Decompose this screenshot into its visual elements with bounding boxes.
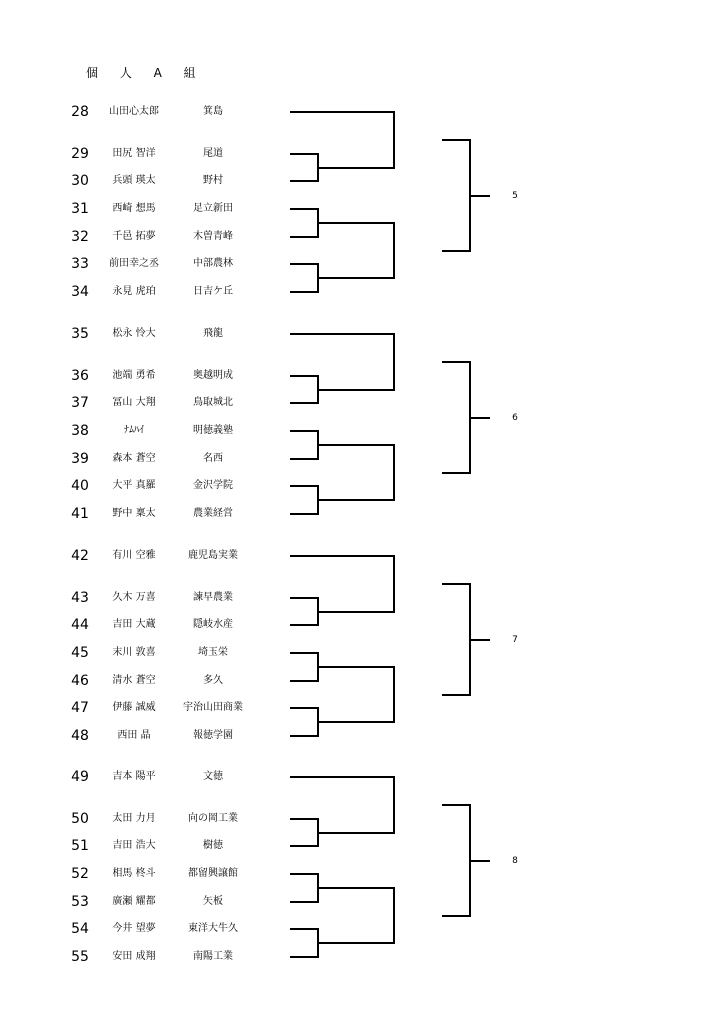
school-name: 南陽工業: [193, 951, 233, 962]
player-name: 吉本 陽平: [112, 771, 156, 782]
player-name: 久木 万喜: [112, 592, 156, 603]
player-name: 兵頭 瑛太: [112, 175, 156, 186]
player-name: 太田 力月: [112, 813, 156, 824]
player-name: 安田 成翔: [112, 951, 156, 962]
entry-number: 36: [71, 368, 89, 384]
entry-number: 38: [71, 423, 89, 439]
entry-number: 45: [71, 645, 89, 661]
player-name: 末川 敦喜: [112, 647, 156, 658]
entry-number: 31: [71, 201, 89, 217]
player-name: 冨山 大翔: [112, 397, 156, 408]
entry-number: 52: [71, 866, 89, 882]
entry-number: 33: [71, 256, 89, 272]
player-name: 相馬 柊斗: [112, 868, 156, 879]
entry-number: 43: [71, 590, 89, 606]
player-name: 廣瀬 耀都: [112, 896, 156, 907]
entry-number: 51: [71, 838, 89, 854]
player-name: 永見 虎珀: [112, 286, 156, 297]
school-name: 樹徳: [203, 840, 223, 851]
school-name: 文徳: [203, 771, 223, 782]
player-name: 大平 真羅: [112, 480, 156, 491]
entry-number: 37: [71, 395, 89, 411]
school-name: 名西: [203, 453, 223, 464]
group-number-label: 7: [512, 635, 518, 645]
entry-number: 35: [71, 326, 89, 342]
school-name: 諫早農業: [193, 592, 233, 603]
school-name: 多久: [203, 675, 223, 686]
entry-number: 47: [71, 700, 89, 716]
entry-number: 39: [71, 451, 89, 467]
school-name: 箕島: [203, 106, 223, 117]
school-name: 隠岐水産: [193, 619, 233, 630]
player-name: 千邑 拓夢: [112, 231, 156, 242]
school-name: 向の岡工業: [188, 813, 238, 824]
player-name: 西崎 想馬: [112, 203, 156, 214]
player-name: 山田心太郎: [109, 106, 159, 117]
entry-number: 32: [71, 229, 89, 245]
school-name: 足立新田: [193, 203, 233, 214]
player-name: ﾅﾑﾊｲ: [124, 425, 144, 436]
entry-number: 29: [71, 146, 89, 162]
school-name: 報徳学園: [193, 730, 233, 741]
player-name: 西田 晶: [117, 730, 151, 741]
school-name: 尾道: [203, 148, 223, 159]
entry-number: 48: [71, 728, 89, 744]
entry-number: 55: [71, 949, 89, 965]
player-name: 今井 望夢: [112, 923, 156, 934]
page-title: 個 人 A 組: [86, 66, 205, 80]
school-name: 金沢学院: [193, 480, 233, 491]
school-name: 農業経営: [193, 508, 233, 519]
entry-number: 28: [71, 104, 89, 120]
group-number-label: 8: [512, 856, 518, 866]
school-name: 日吉ケ丘: [193, 286, 233, 297]
player-name: 前田幸之丞: [109, 258, 159, 269]
player-name: 有川 空雅: [112, 550, 156, 561]
school-name: 飛龍: [203, 328, 223, 339]
school-name: 矢板: [203, 896, 223, 907]
player-name: 清水 蒼空: [112, 675, 156, 686]
school-name: 鹿児島実業: [188, 550, 238, 561]
entry-number: 40: [71, 478, 89, 494]
school-name: 宇治山田商業: [183, 702, 243, 713]
entry-number: 49: [71, 769, 89, 785]
player-name: 松永 怜大: [112, 328, 156, 339]
school-name: 鳥取城北: [193, 397, 233, 408]
school-name: 野村: [203, 175, 223, 186]
entry-number: 34: [71, 284, 89, 300]
entry-number: 50: [71, 811, 89, 827]
group-number-label: 6: [512, 413, 518, 423]
entry-number: 42: [71, 548, 89, 564]
entry-number: 44: [71, 617, 89, 633]
school-name: 明徳義塾: [193, 425, 233, 436]
school-name: 木曽青峰: [193, 231, 233, 242]
player-name: 野中 稟太: [112, 508, 156, 519]
school-name: 奥越明成: [193, 370, 233, 381]
player-name: 伊藤 誠威: [112, 702, 156, 713]
player-name: 池端 勇希: [112, 370, 156, 381]
player-name: 吉田 大蔵: [112, 619, 156, 630]
player-name: 吉田 浩大: [112, 840, 156, 851]
school-name: 中部農林: [193, 258, 233, 269]
player-name: 森本 蒼空: [112, 453, 156, 464]
entry-number: 46: [71, 673, 89, 689]
school-name: 埼玉栄: [198, 647, 228, 658]
group-number-label: 5: [512, 191, 518, 201]
entry-number: 41: [71, 506, 89, 522]
entry-number: 54: [71, 921, 89, 937]
entry-number: 30: [71, 173, 89, 189]
player-name: 田尻 智洋: [112, 148, 156, 159]
entry-number: 53: [71, 894, 89, 910]
school-name: 東洋大牛久: [188, 923, 238, 934]
school-name: 都留興譲館: [188, 868, 238, 879]
